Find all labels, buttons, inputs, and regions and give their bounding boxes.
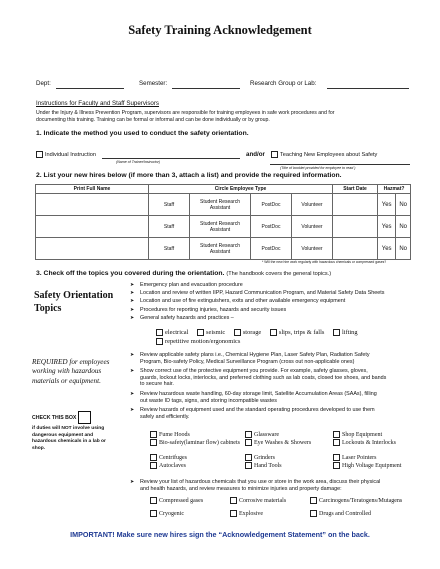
topic-item[interactable]: ➤ Emergency plan and evacuation procedure [130, 282, 243, 288]
instructions-line-2: documenting this training. Training can be formal or informal and can be done individually or by group. [36, 117, 270, 123]
column-header-start: Start Date [333, 185, 378, 194]
required-item[interactable]: ➤ Review hazards of equipment used and the standard operating procedures developed to use them safely and efficiently. [130, 407, 375, 420]
teaching-option[interactable] [271, 151, 377, 159]
required-item[interactable]: ➤ Review hazardous waste handling, 60-day storage limit, Satellite Accumulation Areas (SAAs), filling out waste ID tags, signs, and storing incompatible wastes [130, 390, 377, 404]
type-staff[interactable]: Staff [149, 194, 190, 216]
equipment-option[interactable]: Shop Equipment [333, 431, 382, 439]
dept-label: Dept: [36, 80, 51, 87]
required-item[interactable]: ➤ Show correct use of the protective equipment you provide. For example, safety glasses, gloves, guards, lockout locks, interlocks, and preferred clothing such as lab coats, closed toe shoes, and bands to secure hair. [130, 368, 387, 388]
topic-item[interactable]: ➤ Procedures for reporting injuries, hazards and security issues [130, 306, 287, 313]
semester-label: Semester: [139, 80, 168, 87]
hazmat-yes[interactable]: Yes [378, 194, 396, 216]
column-header-type: Circle Employee Type [149, 185, 333, 194]
hazard-options [156, 329, 358, 336]
type-postdoc[interactable]: PostDoc [251, 216, 292, 238]
teaching-checkbox[interactable] [271, 151, 278, 158]
instructions-line-1: Under the Injury & Illness Prevention Program, supervisors are responsible for training employees in safe work procedures and for [36, 110, 335, 116]
section-3-heading-wrap [36, 270, 331, 277]
equipment-option[interactable]: Bio-safety(laminar flow) cabinets [150, 439, 245, 447]
type-gsr[interactable]: Student Research Assistant [190, 216, 251, 238]
no-hazard-checkbox[interactable] [78, 411, 91, 424]
page-title: Safety Training Acknowledgement [128, 23, 312, 37]
type-volunteer[interactable]: Volunteer [292, 194, 333, 216]
equipment-option[interactable]: Autoclaves [150, 462, 245, 470]
group-field[interactable] [327, 88, 409, 89]
chemical-option[interactable]: Cryogenic [150, 510, 230, 518]
start-date-cell[interactable] [333, 194, 378, 216]
table-row [36, 194, 411, 216]
section-3-note: (The handbook covers the general topics.) [226, 271, 332, 277]
type-postdoc[interactable]: PostDoc [251, 194, 292, 216]
equipment-option[interactable]: Fume Hoods [150, 431, 245, 439]
required-line-3: materials or equipment. [32, 376, 101, 385]
hazard-seismic[interactable]: seismic [197, 329, 225, 336]
dept-field[interactable] [56, 88, 124, 89]
topics-list [130, 282, 420, 323]
type-staff[interactable]: Staff [149, 216, 190, 238]
chemical-option[interactable]: Compressed gases [150, 497, 230, 505]
required-item[interactable]: ➤ Review applicable safety plans i.e., Chemical Hygiene Plan, Laser Safety Plan, Radiation Safety Program, Bio-safety Policy, Medical Surveillance Program (cross out non-applicable ones) [130, 352, 370, 365]
start-date-cell[interactable] [333, 216, 378, 238]
type-volunteer[interactable]: Volunteer [292, 238, 333, 260]
type-postdoc[interactable]: PostDoc [251, 238, 292, 260]
andor-label: and/or [246, 151, 265, 158]
trainer-name-field[interactable] [102, 158, 240, 159]
footer-important: IMPORTANT! Make sure new hires sign the “Acknowledgement Statement” on the back. [70, 530, 370, 539]
hazmat-yes[interactable]: Yes [378, 216, 396, 238]
chemical-option[interactable]: Explosive [230, 510, 310, 518]
equipment-option[interactable]: High Voltage Equipment [333, 462, 401, 470]
table-row [36, 216, 411, 238]
equipment-row [150, 462, 420, 470]
hazard-ergonomics[interactable]: repetitive motion/ergonomics [156, 338, 240, 345]
equipment-option[interactable]: Eye Washes & Showers [245, 439, 333, 447]
orientation-title-2: Topics [34, 303, 62, 314]
individual-checkbox[interactable] [36, 151, 43, 158]
equipment-option[interactable]: Hand Tools [245, 462, 333, 470]
required-note [32, 358, 109, 386]
required-line-2: working with hazardous [32, 367, 102, 376]
teaching-label: Teaching New Employees about Safety [280, 151, 378, 158]
name-cell[interactable] [36, 216, 149, 238]
section-3-heading: 3. Check off the topics you covered during the orientation. [36, 270, 225, 277]
type-volunteer[interactable]: Volunteer [292, 216, 333, 238]
instructions-heading: Instructions for Faculty and Staff Supervisors [36, 100, 160, 107]
topic-item[interactable]: ➤ General safety hazards and practices – [130, 314, 234, 321]
start-date-cell[interactable] [333, 238, 378, 260]
section-1-heading: 1. Indicate the method you used to conduct the safety orientation. [36, 130, 249, 137]
semester-field[interactable] [172, 88, 240, 89]
section-2-heading: 2. List your new hires below (if more than 3, attach a list) and provide the required information. [36, 172, 342, 179]
check-this-box-row [32, 411, 91, 424]
column-header-name: Print Full Name [36, 185, 149, 194]
table-row [36, 238, 411, 260]
topic-item[interactable]: ➤ Location and review of written IIPP, Hazard Communication Program, and Material Safety Data Sheets [130, 290, 385, 297]
equipment-row [150, 439, 420, 447]
equipment-option[interactable]: Grinders [245, 454, 333, 462]
type-staff[interactable]: Staff [149, 238, 190, 260]
name-cell[interactable] [36, 194, 149, 216]
hazard-storage[interactable]: storage [234, 329, 261, 336]
individual-label: Individual Instruction [45, 151, 96, 158]
new-hires-table [35, 184, 411, 260]
orientation-title-1: Safety Orientation [34, 290, 114, 301]
hazmat-footnote: * Will the new hire work regularly with hazardous chemicals or compressed gases? [262, 260, 387, 264]
booklet-title-field[interactable] [270, 164, 410, 165]
hazard-lifting[interactable]: lifting [333, 329, 358, 336]
chemicals-item[interactable]: ➤ Review your list of hazardous chemicals that you use or store in the work area, discuss their physical and health hazards, and review measures to minimize injuries and property damage: [130, 479, 381, 492]
equipment-option[interactable]: Glassware [245, 431, 333, 439]
chemicals-row [150, 497, 420, 505]
hazmat-no[interactable]: No [396, 216, 411, 238]
topic-item[interactable]: ➤ Location and use of fire extinguishers, exits and other available emergency equipment [130, 298, 346, 305]
chemicals-row [150, 510, 420, 518]
check-this-box-note: if duties will NOT involve using dangerous equipment and hazardous chemicals in a lab or shop. [32, 426, 106, 451]
hazmat-no[interactable]: No [396, 194, 411, 216]
booklet-title-caption: (Title of booklet provided for employee to read ) [280, 166, 356, 170]
hazmat-no[interactable]: No [396, 238, 411, 260]
type-gsr[interactable]: Student Research Assistant [190, 194, 251, 216]
equipment-grid [150, 431, 420, 471]
check-this-box-label: CHECK THIS BOX [32, 414, 77, 421]
chemical-option[interactable]: Carcinogens/Teratogens/Mutagens [310, 497, 402, 505]
equipment-row [150, 431, 420, 439]
chemical-option[interactable]: Corrosive materials [230, 497, 310, 505]
equipment-row [150, 454, 420, 462]
hazard-slips[interactable]: slips, trips & falls [270, 329, 324, 336]
individual-option[interactable] [36, 151, 96, 159]
column-header-hazmat: Hazmat? [378, 185, 411, 194]
trainer-name-caption: (Name of Trainer/Instructor) [116, 160, 161, 164]
equipment-option[interactable]: Laser Pointers [333, 454, 377, 462]
equipment-option[interactable]: Centrifuges [150, 454, 245, 462]
chemicals-grid [150, 497, 420, 519]
equipment-option[interactable]: Lockouts & Interlocks [333, 439, 396, 447]
hazard-electrical[interactable]: electrical [156, 329, 188, 336]
chemical-option[interactable]: Drugs and Controlled [310, 510, 371, 518]
type-gsr[interactable]: Student Research Assistant [190, 238, 251, 260]
required-line-1: REQUIRED for employees [32, 358, 110, 366]
name-cell[interactable] [36, 238, 149, 260]
hazmat-yes[interactable]: Yes [378, 238, 396, 260]
required-items [130, 352, 420, 420]
group-label: Research Group or Lab: [250, 80, 317, 87]
